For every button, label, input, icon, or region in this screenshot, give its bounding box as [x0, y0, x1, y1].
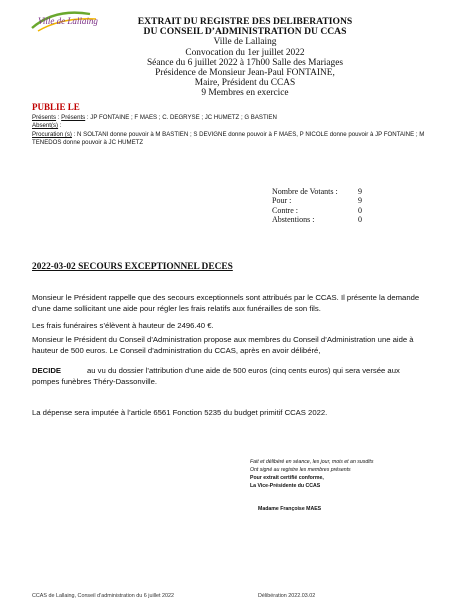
vote-value: 0 [358, 215, 362, 225]
paragraph-costs: Les frais funéraires s’élèvent à hauteur de 2496.40 €. [32, 321, 214, 330]
signature-line: Ont signé au registre les membres présents [250, 467, 351, 474]
signature-line: Fait et délibéré en séance, les jour, mois et an susdits [250, 459, 374, 465]
absents-label: Absent(s) [32, 122, 59, 129]
vote-label: Abstentions : [272, 215, 315, 225]
header-line: Convocation du 1er juillet 2022 [185, 47, 305, 58]
vote-value: 0 [358, 205, 362, 215]
votes-table [272, 187, 362, 225]
vote-row [272, 196, 362, 205]
vote-label: Contre : [272, 205, 298, 215]
header-title-line1: EXTRAIT DU REGISTRE DES DELIBERATIONS [137, 16, 353, 27]
header-line: Séance du 6 juillet 2022 à 17h00 Salle des Mariages [146, 57, 344, 68]
footer-right: Délibération 2022.03.02 [258, 593, 316, 599]
publie-le-stamp: PUBLIE LE [32, 102, 80, 112]
deliberation-title: 2022-03-02 SECOURS EXCEPTIONNEL DECES [32, 262, 233, 272]
paragraph-intro: Monsieur le Président rappelle que des secours exceptionnels sont attribués par le CCAS. Il présente la demande d’une dame sollicitant une aide pour régler les frais relatifs aux funérailles de son fils. [32, 293, 420, 314]
logo-text: Ville de Lallaing [38, 16, 98, 26]
attendance-block [32, 114, 432, 147]
absents-names: : [58, 122, 62, 129]
decision-text-cont: pompes funèbres Théry-Dassonville. [32, 377, 158, 387]
header-line: Maire, Président du CCAS [194, 78, 296, 89]
header-title-line2: DU CONSEIL D’ADMINISTRATION DU CCAS [143, 26, 347, 38]
decide-label: DECIDE [32, 366, 62, 375]
vote-value: 9 [358, 187, 362, 196]
header-line: Ville de Lallaing [213, 37, 277, 48]
paragraph-budget: La dépense sera imputée à l’article 6561 Fonction 5235 du budget primitif CCAS 2022. [32, 408, 328, 417]
vote-label: Pour : [272, 196, 292, 206]
absents-line [32, 122, 432, 130]
vote-value: 9 [358, 196, 362, 206]
paragraph-decision [32, 365, 426, 388]
signature-line: La Vice-Présidente du CCAS [250, 483, 321, 490]
document-header [80, 17, 410, 99]
footer-left: CCAS de Lallaing, Conseil d’administration du 6 juillet 2022 [32, 593, 175, 599]
signatory-name: Madame Françoise MAES [258, 506, 322, 512]
vote-label: Nombre de Votants : [272, 187, 338, 196]
header-line: 9 Membres en exercice [201, 88, 289, 99]
procuration-line [32, 131, 432, 147]
decision-text: au vu du dossier l’attribution d’une aide de 500 euros (cinq cents euros) qui sera versée aux [87, 366, 400, 375]
presents-label: Présents [32, 114, 57, 121]
signature-line: Pour extrait certifié conforme, [250, 475, 324, 482]
presents-label-2: Présents [61, 114, 86, 121]
presents-line [32, 114, 432, 122]
presents-separator: : [56, 114, 62, 121]
vote-row [272, 215, 362, 224]
vote-row [272, 206, 362, 215]
vote-row [272, 187, 362, 196]
paragraph-proposal: Monsieur le Président du Conseil d’Administration propose aux membres du Conseil d’Administration une aide à hauteur de 500 euros. Le Conseil d’administration du CCAS, après en avoir délibéré, [32, 335, 414, 356]
header-line: Présidence de Monsieur Jean-Paul FONTAINE, [155, 68, 335, 79]
procuration-text: : N SOLTANI donne pouvoir à M BASTIEN ; S DEVIGNE donne pouvoir à F MAES, P NICOLE donne pouvoir à JP FONTAINE ; M TENEDOS donne pouvoir à JC HUMETZ [32, 131, 425, 146]
presents-names: : JP FONTAINE ; F MAES ; C. DEGRYSE ; JC HUMETZ ; G BASTIEN [85, 114, 277, 121]
procuration-label: Procuration (s) [32, 131, 72, 138]
signature-block [250, 458, 430, 490]
